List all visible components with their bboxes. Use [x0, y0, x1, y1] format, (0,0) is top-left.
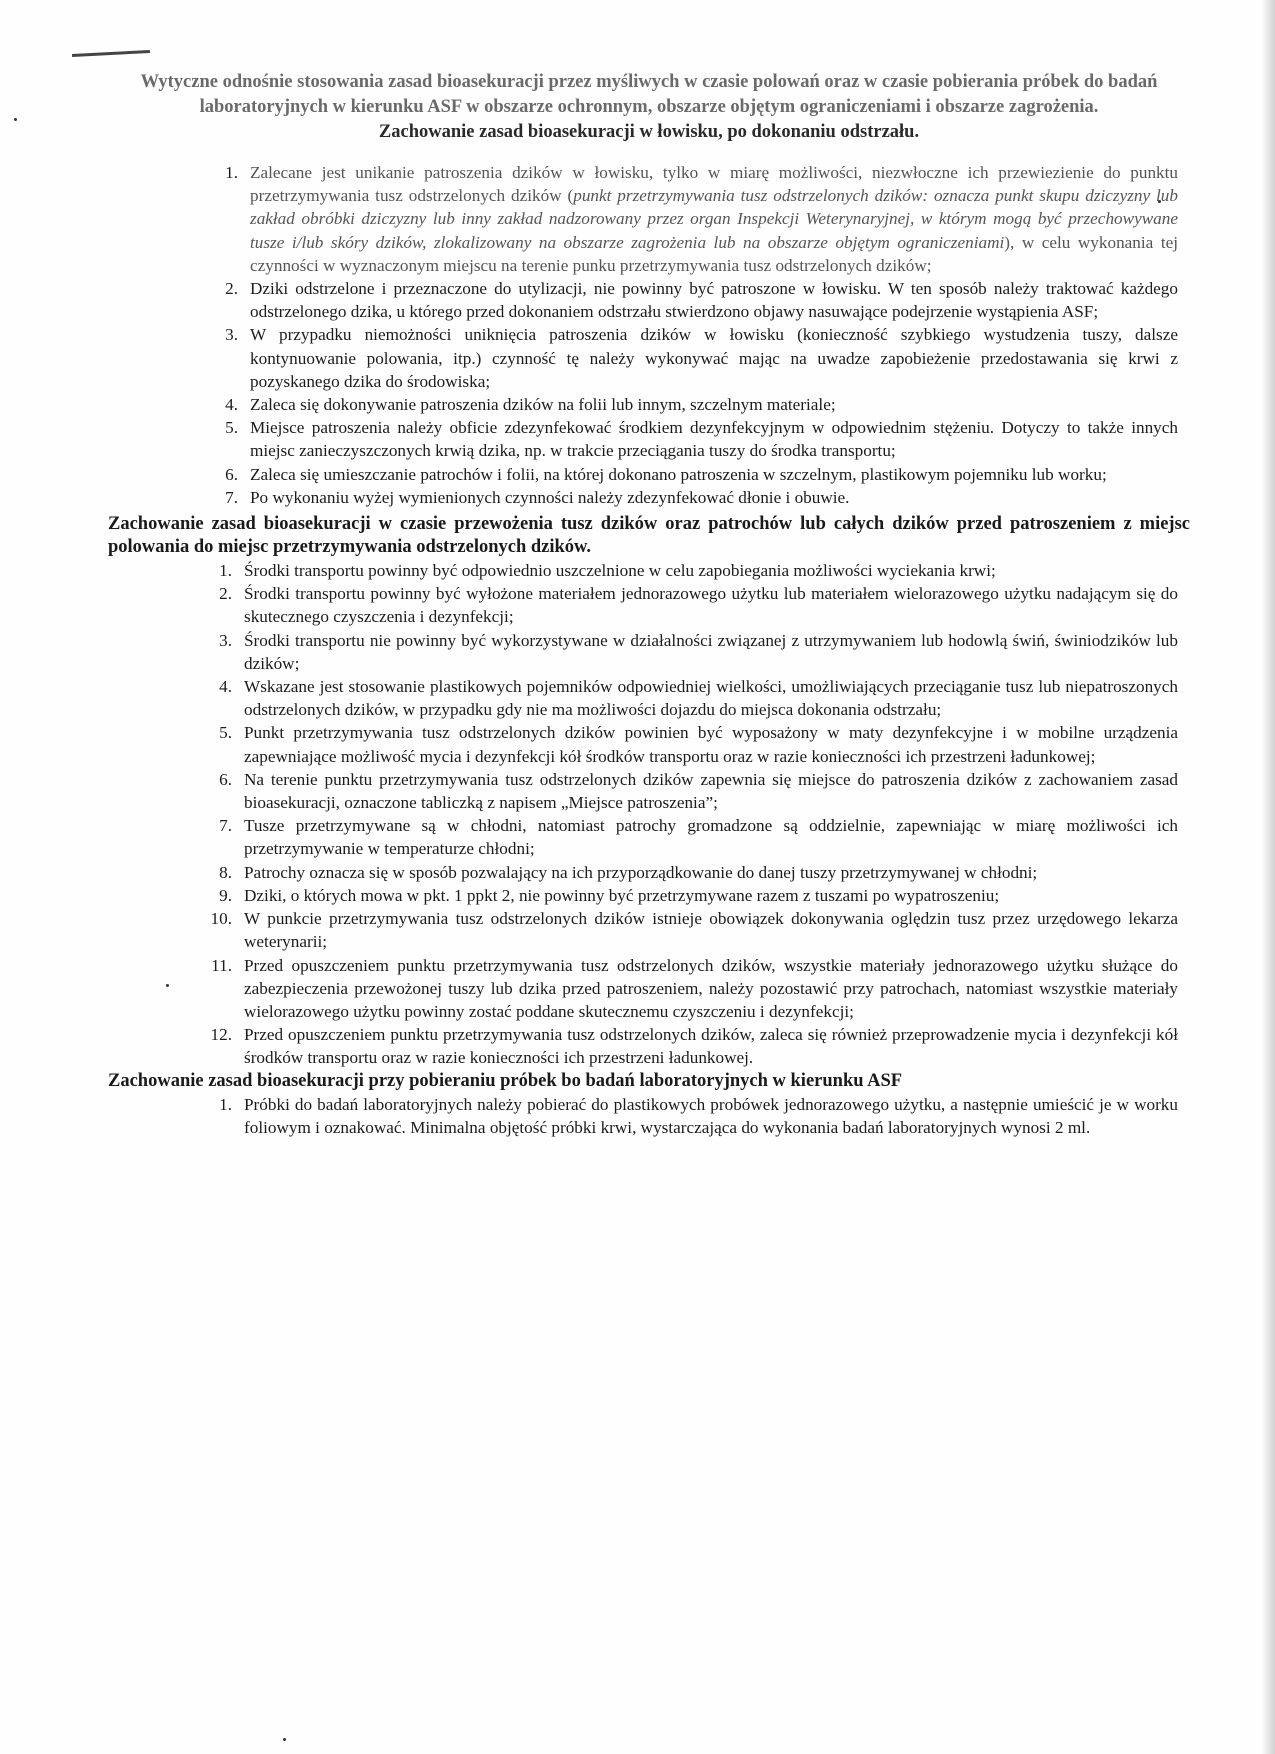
- item-text: Środki transportu powinny być wyłożone materiałem jednorazowego użytku lub materiałem wielorazowego użytku nadającym się do skutecznego czyszczenia i dezynfekcji;: [244, 584, 1178, 627]
- section-2-heading: Zachowanie zasad bioasekuracji w czasie przewożenia tusz dzików oraz patrochów lub całych dzików przed patroszeniem z miejsc polowania do miejsc przetrzymywania odstrzelonych dzików.: [108, 514, 1190, 558]
- list-item: [108, 486, 1190, 509]
- item-text: Przed opuszczeniem punktu przetrzymywania tusz odstrzelonych dzików, wszystkie materiały jednorazowego użytku służące do zabezpieczenia przewożonej tuszy lub dzika przed patroszeniem, należy pozostawić przy patrochach, natomiast wszystkie materiały wielorazowego użytku powinny zostać poddane skutecznemu czyszczeniu i dezynfekcji;: [244, 955, 1178, 1021]
- item-number: 1.: [219, 1094, 232, 1114]
- item-text: Środki transportu powinny być odpowiednio uszczelnione w celu zapobiegania możliwości wyciekania krwi;: [244, 561, 996, 581]
- list-item: [108, 323, 1190, 393]
- list-item: [108, 161, 1190, 277]
- item-text: Przed opuszczeniem punktu przetrzymywania tusz odstrzelonych dzików, zaleca się również przeprowadzenie mycia i dezynfekcji kół środków transportu oraz w razie konieczności ich przestrzeni ładunkowej.: [244, 1025, 1178, 1068]
- item-text-end: ), w celu wykonania tej czynności w wyznaczonym miejscu na terenie punku przetrzymywania tusz odstrzelonych dzików;: [250, 232, 1178, 275]
- item-number: 5.: [219, 723, 232, 743]
- item-number: 1.: [219, 561, 232, 581]
- item-text: Na terenie punktu przetrzymywania tusz odstrzelonych dzików zapewnia się miejsce do patroszenia dzików z zachowaniem zasad bioasekuracji, oznaczone tabliczką z napisem „Miejsce patroszenia”;: [244, 769, 1178, 813]
- item-number: 5.: [225, 418, 238, 438]
- item-text: Patrochy oznacza się w sposób pozwalający na ich przyporządkowanie do danej tuszy przetrzymywanej w chłodni;: [244, 862, 1038, 882]
- list-item: [108, 884, 1190, 907]
- item-text: Dziki, o których mowa w pkt. 1 ppkt 2, nie powinny być przetrzymywane razem z tuszami po wypatroszeniu;: [244, 885, 1000, 905]
- item-number: 9.: [219, 885, 232, 905]
- scan-speck: [283, 1738, 286, 1741]
- item-number: 12.: [210, 1025, 232, 1045]
- item-number: 2.: [219, 584, 232, 604]
- section-1-list: [108, 161, 1190, 509]
- item-text: Punkt przetrzymywania tusz odstrzelonych dzików powinien być wyposażony w maty dezynfekcyjne i w mobilne urządzenia zapewniające możliwość mycia i dezynfekcji kół środków transportu oraz w razie konieczności ich przestrzeni ładunkowej;: [244, 723, 1178, 766]
- list-item: [108, 721, 1190, 767]
- item-text: W punkcie przetrzymywania tusz odstrzelonych dzików istnieje obowiązek dokonywania oględzin tusz przez urzędowego lekarza weterynarii;: [244, 909, 1178, 952]
- section-3-list: [108, 1093, 1190, 1139]
- item-number: 10.: [210, 909, 232, 929]
- item-number: 3.: [225, 325, 238, 345]
- list-item: [108, 393, 1190, 416]
- document-body: [108, 70, 1190, 1139]
- list-item: [108, 768, 1190, 814]
- list-item: [108, 907, 1190, 953]
- list-item: [108, 1023, 1190, 1069]
- list-item: [108, 675, 1190, 721]
- item-number: 4.: [219, 677, 232, 697]
- scan-mark: [72, 50, 150, 57]
- item-text: Miejsce patroszenia należy obficie zdezynfekować środkiem dezynfekcyjnym w odpowiednim stężeniu. Dotyczy to także innych miejsc zanieczyszczonych krwią dzika, np. w trakcie przeciągania tuszy do środka transportu;: [250, 418, 1178, 461]
- item-number: 2.: [225, 279, 238, 299]
- list-item: [108, 629, 1190, 675]
- item-number: 4.: [225, 395, 238, 415]
- list-item: [108, 582, 1190, 628]
- list-item: [108, 559, 1190, 582]
- item-number: 6.: [219, 769, 232, 789]
- section-2-list: [108, 559, 1190, 1069]
- list-item: [108, 277, 1190, 323]
- item-number: 7.: [225, 487, 238, 507]
- item-text: Wskazane jest stosowanie plastikowych pojemników odpowiedniej wielkości, umożliwiających przeciąganie tusz lub niepatroszonych odstrzelonych dzików, w przypadku gdy nie ma możliwości dojazdu do miejsca dokonania odstrzału;: [244, 677, 1178, 720]
- item-number: 6.: [225, 464, 238, 484]
- scan-speck: [14, 118, 17, 121]
- list-item: [108, 954, 1190, 1024]
- item-number: 1.: [225, 163, 238, 182]
- item-number: 11.: [211, 955, 232, 975]
- document-title: [128, 70, 1170, 120]
- list-item: [108, 1093, 1190, 1139]
- list-item: [108, 463, 1190, 486]
- item-text: W przypadku niemożności uniknięcia patroszenia dzików w łowisku (konieczność szybkiego wystudzenia tuszy, dalsze kontynuowanie polowania, itp.) czynność tę należy wykonywać mając na uwadze zapobieżenie przedostawania się krwi z pozyskanego dzika do środowiska;: [250, 325, 1178, 391]
- item-number: 3.: [219, 630, 232, 650]
- item-definition: punkt przetrzymywania tusz odstrzelonych dzików: oznacza punkt skupu dziczyzny lub zakład obróbki dziczyzny lub inny zakład nadzorowany przez organ Inspekcji Weterynaryjnej, w którym mogą być przechowywane tusze i/lub skóry dzików, zlokalizowany na obszarze zagrożenia lub na obszarze objętym ograniczeniami: [250, 186, 1178, 252]
- list-item: [108, 416, 1190, 462]
- item-text: Po wykonaniu wyżej wymienionych czynności należy zdezynfekować dłonie i obuwie.: [250, 487, 850, 507]
- list-item: [108, 861, 1190, 884]
- item-text: Zaleca się umieszczanie patrochów i folii, na której dokonano patroszenia w szczelnym, plastikowym pojemniku lub worku;: [250, 464, 1107, 484]
- title-text: Wytyczne odnośnie stosowania zasad bioasekuracji przez myśliwych w czasie polowań oraz w czasie pobierania próbek do badań laboratoryjnych w kierunku ASF w obszarze ochronnym, obszarze objętym ograniczeniami i obszarze zagrożenia.: [140, 72, 1158, 117]
- item-text: Zalecane jest unikanie patroszenia dzików w łowisku, tylko w miarę możliwości, niezwłoczne ich przewiezienie do punktu przetrzymywania tusz odstrzelonych dzików (: [250, 163, 1178, 206]
- section-1-heading: Zachowanie zasad bioasekuracji w łowisku, po dokonaniu odstrzału.: [378, 122, 920, 142]
- item-text: Zaleca się dokonywanie patroszenia dzików na folii lub innym, szczelnym materiale;: [250, 395, 836, 415]
- item-text: Tusze przetrzymywane są w chłodni, natomiast patrochy gromadzone są oddzielnie, zapewniając w miarę możliwości ich przetrzymywanie w temperaturze chłodni;: [244, 816, 1178, 859]
- item-text: Próbki do badań laboratoryjnych należy pobierać do plastikowych probówek jednorazowego użytku, a następnie umieścić je w worku foliowym i oznakować. Minimalna objętość próbki krwi, wystarczająca do wykonania badań laboratoryjnych wynosi 2 ml.: [244, 1094, 1178, 1137]
- item-text: Dziki odstrzelone i przeznaczone do utylizacji, nie powinny być patroszone w łowisku. W ten sposób należy traktować każdego odstrzelonego dzika, u którego przed dokonaniem odstrzału stwierdzono objawy nasuwające podejrzenie wystąpienia ASF;: [250, 279, 1178, 322]
- section-3-heading: Zachowanie zasad bioasekuracji przy pobieraniu próbek bo badań laboratoryjnych w kierunku ASF: [108, 1070, 903, 1091]
- item-number: 7.: [219, 816, 232, 836]
- item-text: Środki transportu nie powinny być wykorzystywane w działalności związanej z utrzymywaniem lub hodowlą świń, świniodzików lub dzików;: [244, 630, 1178, 673]
- scan-edge-shadow: [1261, 0, 1275, 1754]
- list-item: [108, 814, 1190, 860]
- item-number: 8.: [219, 862, 232, 882]
